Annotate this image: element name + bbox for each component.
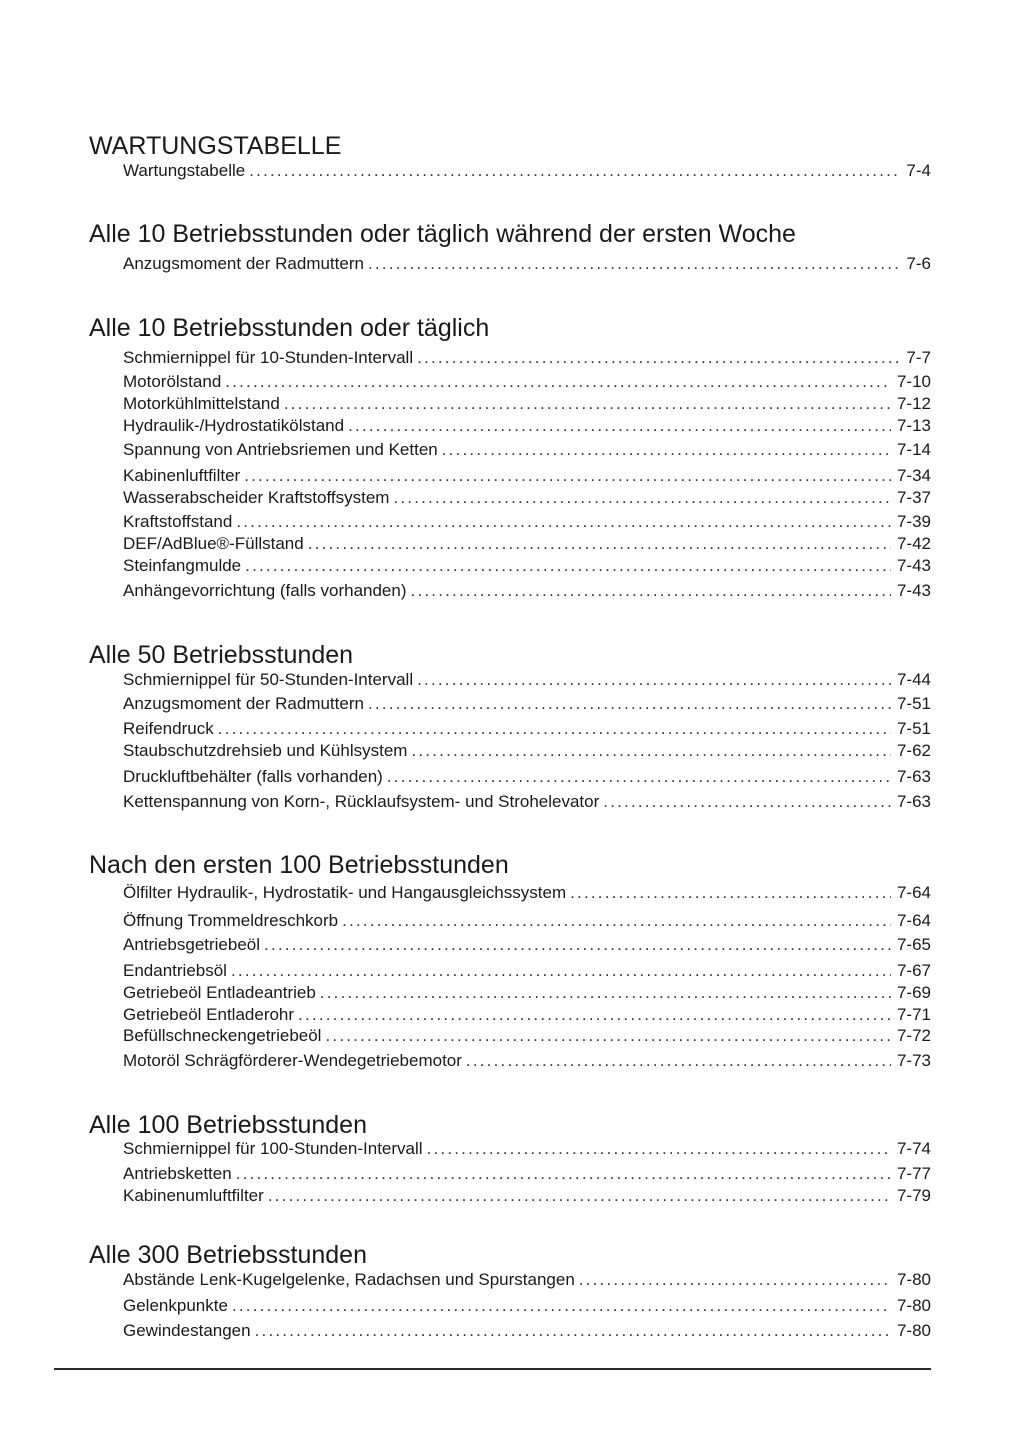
toc-entry-page: 7-80 (896, 1321, 931, 1340)
dot-leader (442, 439, 891, 461)
dot-leader (264, 934, 891, 956)
toc-entry[interactable] (123, 487, 931, 509)
toc-entry-label: Motorkühlmittelstand (123, 394, 280, 413)
dot-leader (320, 982, 891, 1004)
toc-entry-page: 7-12 (896, 394, 931, 413)
toc-entry-page: 7-34 (896, 466, 931, 485)
toc-entry-page: 7-63 (896, 767, 931, 786)
dot-leader (249, 160, 900, 182)
toc-entry[interactable] (123, 669, 931, 691)
toc-entry-page: 7-37 (896, 488, 931, 507)
toc-entry[interactable] (123, 1004, 931, 1026)
toc-entry[interactable] (123, 1138, 931, 1160)
toc-entry[interactable] (123, 511, 931, 533)
toc-entry-label: Antriebsgetriebeöl (123, 935, 261, 954)
toc-entry-page: 7-43 (896, 581, 931, 600)
dot-leader (427, 1138, 891, 1160)
dot-leader (225, 371, 891, 393)
toc-entry-page: 7-77 (896, 1164, 931, 1183)
toc-entry-label: Anhängevorrichtung (falls vorhanden) (123, 581, 407, 600)
toc-entry[interactable] (123, 439, 931, 461)
toc-entry[interactable] (123, 1163, 931, 1185)
toc-entry[interactable] (123, 253, 931, 275)
toc-entry-page: 7-64 (896, 883, 931, 902)
toc-entry-label: Kabinenumluftfilter (123, 1186, 264, 1205)
dot-leader (255, 1320, 891, 1342)
toc-entry[interactable] (123, 160, 931, 182)
dot-leader (368, 253, 900, 275)
dot-leader (244, 465, 891, 487)
toc-entry-page: 7-51 (896, 719, 931, 738)
dot-leader (417, 669, 891, 691)
section-title: Alle 10 Betriebsstunden oder täglich während der ersten Woche (89, 220, 796, 248)
toc-entry-label: Öffnung Trommeldreschkorb (123, 911, 339, 930)
toc-entry[interactable] (123, 1050, 931, 1072)
toc-entry-label: Schmiernippel für 10-Stunden-Intervall (123, 348, 414, 367)
section-title: Alle 300 Betriebsstunden (89, 1241, 367, 1269)
toc-entry[interactable] (123, 393, 931, 415)
dot-leader (236, 1163, 891, 1185)
toc-entry[interactable] (123, 347, 931, 369)
toc-entry[interactable] (123, 1320, 931, 1342)
toc-entry-page: 7-14 (896, 440, 931, 459)
toc-entry[interactable] (123, 533, 931, 555)
toc-entry-page: 7-80 (896, 1270, 931, 1289)
dot-leader (603, 791, 891, 813)
toc-entry[interactable] (123, 791, 931, 813)
section-title: Nach den ersten 100 Betriebsstunden (89, 851, 509, 879)
toc-entry-page: 7-10 (896, 372, 931, 391)
toc-entry[interactable] (123, 766, 931, 788)
toc-entry-page: 7-6 (906, 254, 931, 273)
toc-entry-label: Endantriebsöl (123, 961, 227, 980)
toc-entry-label: DEF/AdBlue®-Füllstand (123, 534, 304, 553)
toc-entry-label: Wasserabscheider Kraftstoffsystem (123, 488, 390, 507)
toc-entry-page: 7-74 (896, 1139, 931, 1158)
toc-entry-page: 7-72 (896, 1026, 931, 1045)
toc-entry-page: 7-7 (906, 348, 931, 367)
toc-entry-page: 7-13 (896, 416, 931, 435)
toc-entry[interactable] (123, 371, 931, 393)
toc-entry[interactable] (123, 1269, 931, 1291)
toc-entry-page: 7-71 (896, 1005, 931, 1024)
toc-entry-label: Abstände Lenk-Kugelgelenke, Radachsen und Spurstangen (123, 1270, 575, 1289)
toc-entry-label: Getriebeöl Entladeantrieb (123, 983, 316, 1002)
toc-entry-label: Spannung von Antriebsriemen und Ketten (123, 440, 438, 459)
toc-entry-page: 7-64 (896, 911, 931, 930)
toc-entry[interactable] (123, 580, 931, 602)
toc-entry-label: Befüllschneckengetriebeöl (123, 1026, 322, 1045)
toc-entry-label: Motorölstand (123, 372, 222, 391)
section-title: Alle 10 Betriebsstunden oder täglich (89, 314, 490, 342)
toc-entry[interactable] (123, 740, 931, 762)
dot-leader (308, 533, 891, 555)
toc-entry[interactable] (123, 1185, 931, 1207)
dot-leader (236, 511, 891, 533)
toc-entry-page: 7-42 (896, 534, 931, 553)
toc-entry-label: Steinfangmulde (123, 556, 242, 575)
dot-leader (570, 882, 891, 904)
dot-leader (348, 415, 891, 437)
dot-leader (268, 1185, 891, 1207)
toc-entry[interactable] (123, 718, 931, 740)
dot-leader (411, 580, 891, 602)
toc-entry[interactable] (123, 555, 931, 577)
toc-entry-page: 7-4 (906, 161, 931, 180)
dot-leader (368, 693, 891, 715)
toc-entry[interactable] (123, 982, 931, 1004)
toc-entry-page: 7-67 (896, 961, 931, 980)
toc-entry-label: Getriebeöl Entladerohr (123, 1005, 295, 1024)
toc-entry-page: 7-63 (896, 792, 931, 811)
toc-entry-page: 7-39 (896, 512, 931, 531)
toc-entry[interactable] (123, 910, 931, 932)
toc-entry-label: Druckluftbehälter (falls vorhanden) (123, 767, 383, 786)
toc-entry[interactable] (123, 960, 931, 982)
section-title: Alle 50 Betriebsstunden (89, 641, 354, 669)
toc-entry-label: Anzugsmoment der Radmuttern (123, 254, 364, 273)
toc-entry-label: Kabinenluftfilter (123, 466, 241, 485)
toc-entry-page: 7-44 (896, 670, 931, 689)
toc-entry-label: Antriebsketten (123, 1164, 232, 1183)
toc-entry-page: 7-43 (896, 556, 931, 575)
toc-entry-label: Gelenkpunkte (123, 1296, 228, 1315)
footer-rule (54, 1368, 931, 1370)
toc-entry-label: Gewindestangen (123, 1321, 251, 1340)
dot-leader (387, 766, 891, 788)
toc-entry-label: Staubschutzdrehsieb und Kühlsystem (123, 741, 408, 760)
toc-entry-page: 7-62 (896, 741, 931, 760)
toc-entry[interactable] (123, 1295, 931, 1317)
toc-entry-label: Reifendruck (123, 719, 214, 738)
dot-leader (232, 1295, 891, 1317)
toc-entry-label: Anzugsmoment der Radmuttern (123, 694, 364, 713)
toc-entry[interactable] (123, 693, 931, 715)
dot-leader (579, 1269, 891, 1291)
dot-leader (218, 718, 891, 740)
dot-leader (411, 740, 891, 762)
toc-entry-page: 7-73 (896, 1051, 931, 1070)
toc-entry-page: 7-65 (896, 935, 931, 954)
toc-entry-label: Schmiernippel für 100-Stunden-Intervall (123, 1139, 423, 1158)
toc-entry-page: 7-69 (896, 983, 931, 1002)
dot-leader (342, 910, 891, 932)
dot-leader (245, 555, 891, 577)
dot-leader (417, 347, 900, 369)
dot-leader (325, 1025, 891, 1047)
section-title: Alle 100 Betriebsstunden (89, 1111, 367, 1139)
section-title: WARTUNGSTABELLE (89, 132, 342, 160)
toc-entry-label: Kettenspannung von Korn-, Rücklaufsystem- und Strohelevator (123, 792, 600, 811)
toc-entry-page: 7-79 (896, 1186, 931, 1205)
toc-entry-page: 7-51 (896, 694, 931, 713)
dot-leader (284, 393, 891, 415)
toc-entry[interactable] (123, 465, 931, 487)
toc-entry-label: Schmiernippel für 50-Stunden-Intervall (123, 670, 414, 689)
dot-leader (466, 1050, 891, 1072)
dot-leader (393, 487, 891, 509)
toc-entry-label: Hydraulik-/Hydrostatikölstand (123, 416, 345, 435)
toc-entry-label: Kraftstoffstand (123, 512, 233, 531)
toc-entry[interactable] (123, 415, 931, 437)
dot-leader (231, 960, 891, 982)
toc-entry-label: Wartungstabelle (123, 161, 246, 180)
toc-entry-label: Ölfilter Hydraulik-, Hydrostatik- und Hangausgleichssystem (123, 883, 567, 902)
toc-entry[interactable] (123, 882, 931, 904)
toc-entry[interactable] (123, 934, 931, 956)
toc-entry-page: 7-80 (896, 1296, 931, 1315)
toc-entry[interactable] (123, 1025, 931, 1047)
toc-entry-label: Motoröl Schrägförderer-Wendegetriebemotor (123, 1051, 462, 1070)
dot-leader (298, 1004, 891, 1026)
